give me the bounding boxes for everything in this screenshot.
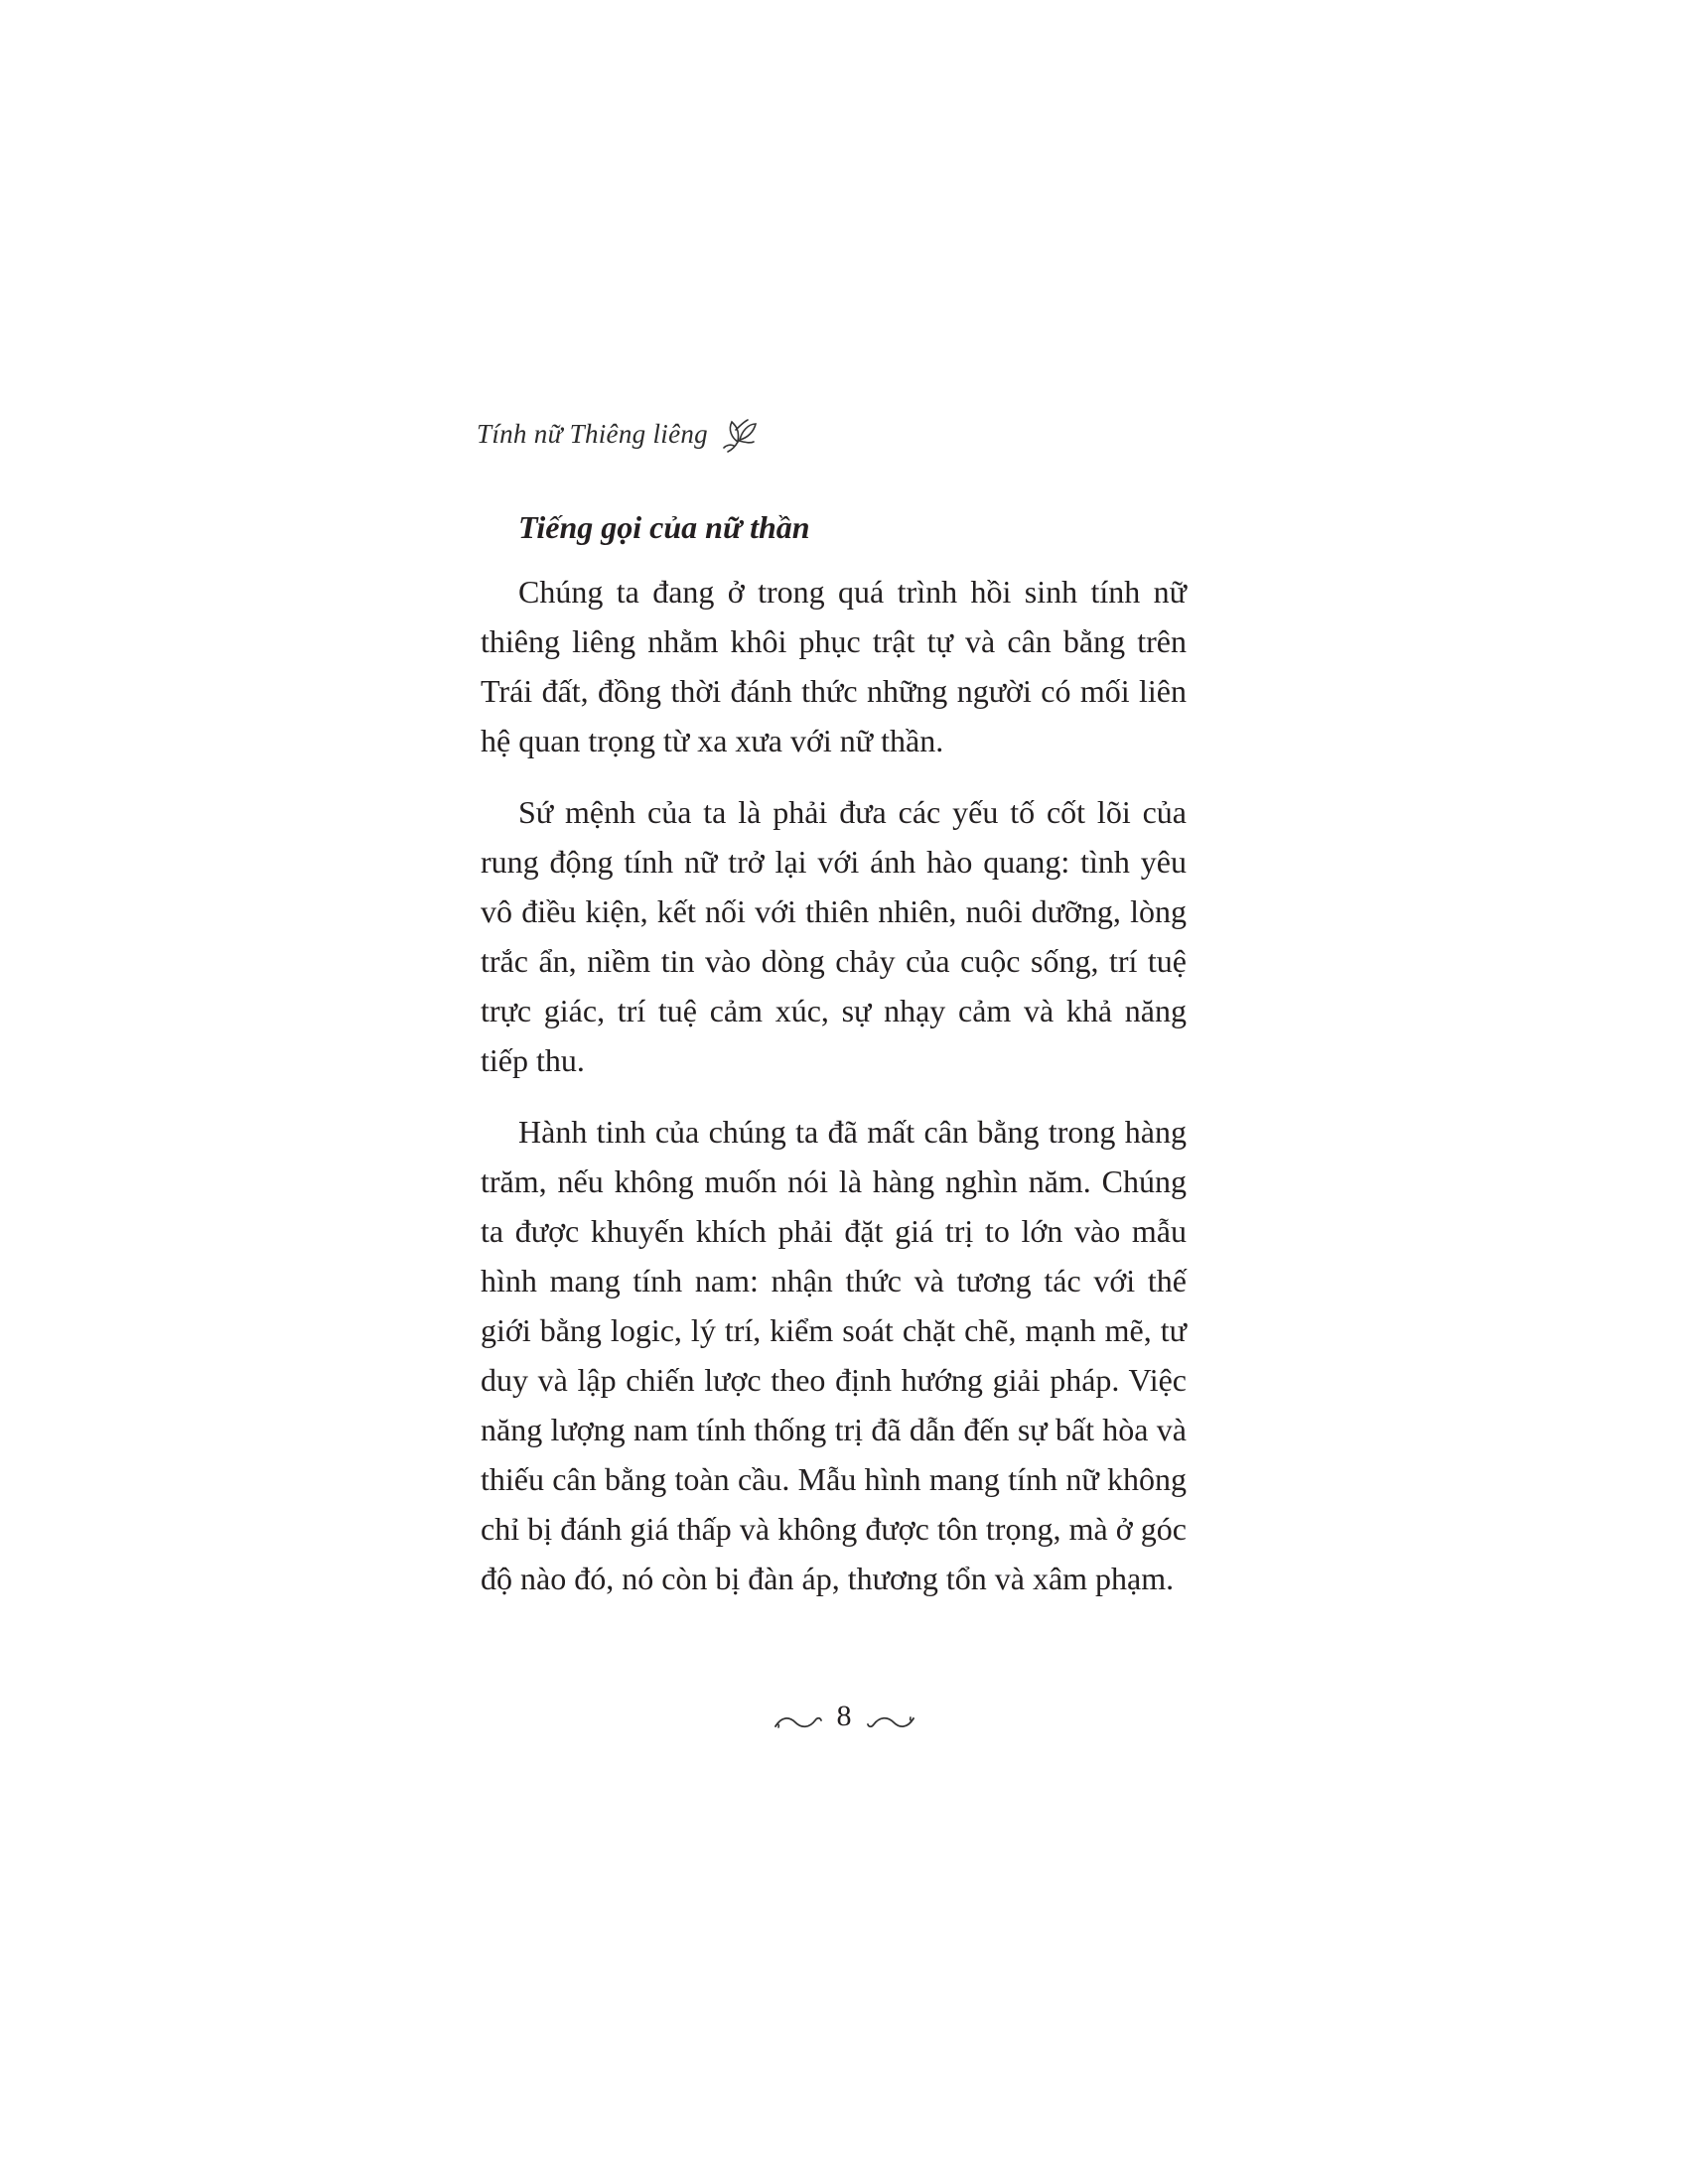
running-title: Tính nữ Thiêng liêng — [477, 418, 708, 449]
flower-icon — [718, 412, 762, 456]
running-header — [477, 409, 762, 459]
page-footer — [0, 1700, 1688, 1733]
page-number: 8 — [836, 1700, 852, 1732]
paragraph: Chúng ta đang ở trong quá trình hồi sinh tính nữ thiêng liêng nhằm khôi phục trật tự và cân bằng trên Trái đất, đồng thời đánh thức những người có mối liên hệ quan trọng từ xa xưa với nữ thần. — [481, 574, 1187, 758]
section-title: Tiếng gọi của nữ thần — [518, 509, 810, 545]
swirl-right-icon — [866, 1706, 915, 1726]
swirl-left-icon — [774, 1706, 823, 1726]
paragraph: Hành tinh của chúng ta đã mất cân bằng trong hàng trăm, nếu không muốn nói là hàng nghìn năm. Chúng ta được khuyến khích phải đặt giá trị to lớn vào mẫu hình mang tính nam: nhận thức và tương tác với thế giới bằng logic, lý trí, kiểm soát chặt chẽ, mạnh mẽ, tư duy và lập chiến lược theo định hướng giải pháp. Việc năng lượng nam tính thống trị đã dẫn đến sự bất hòa và thiếu cân bằng toàn cầu. Mẫu hình mang tính nữ không chỉ bị đánh giá thấp và không được tôn trọng, mà ở góc độ nào đó, nó còn bị đàn áp, thương tổn và xâm phạm. — [481, 1114, 1187, 1596]
paragraph: Sứ mệnh của ta là phải đưa các yếu tố cốt lõi của rung động tính nữ trở lại với ánh hào quang: tình yêu vô điều kiện, kết nối với thiên nhiên, nuôi dưỡng, lòng trắc ẩn, niềm tin vào dòng chảy của cuộc sống, trí tuệ trực giác, trí tuệ cảm xúc, sự nhạy cảm và khả năng tiếp thu. — [481, 794, 1187, 1078]
page-content — [481, 499, 1187, 1625]
